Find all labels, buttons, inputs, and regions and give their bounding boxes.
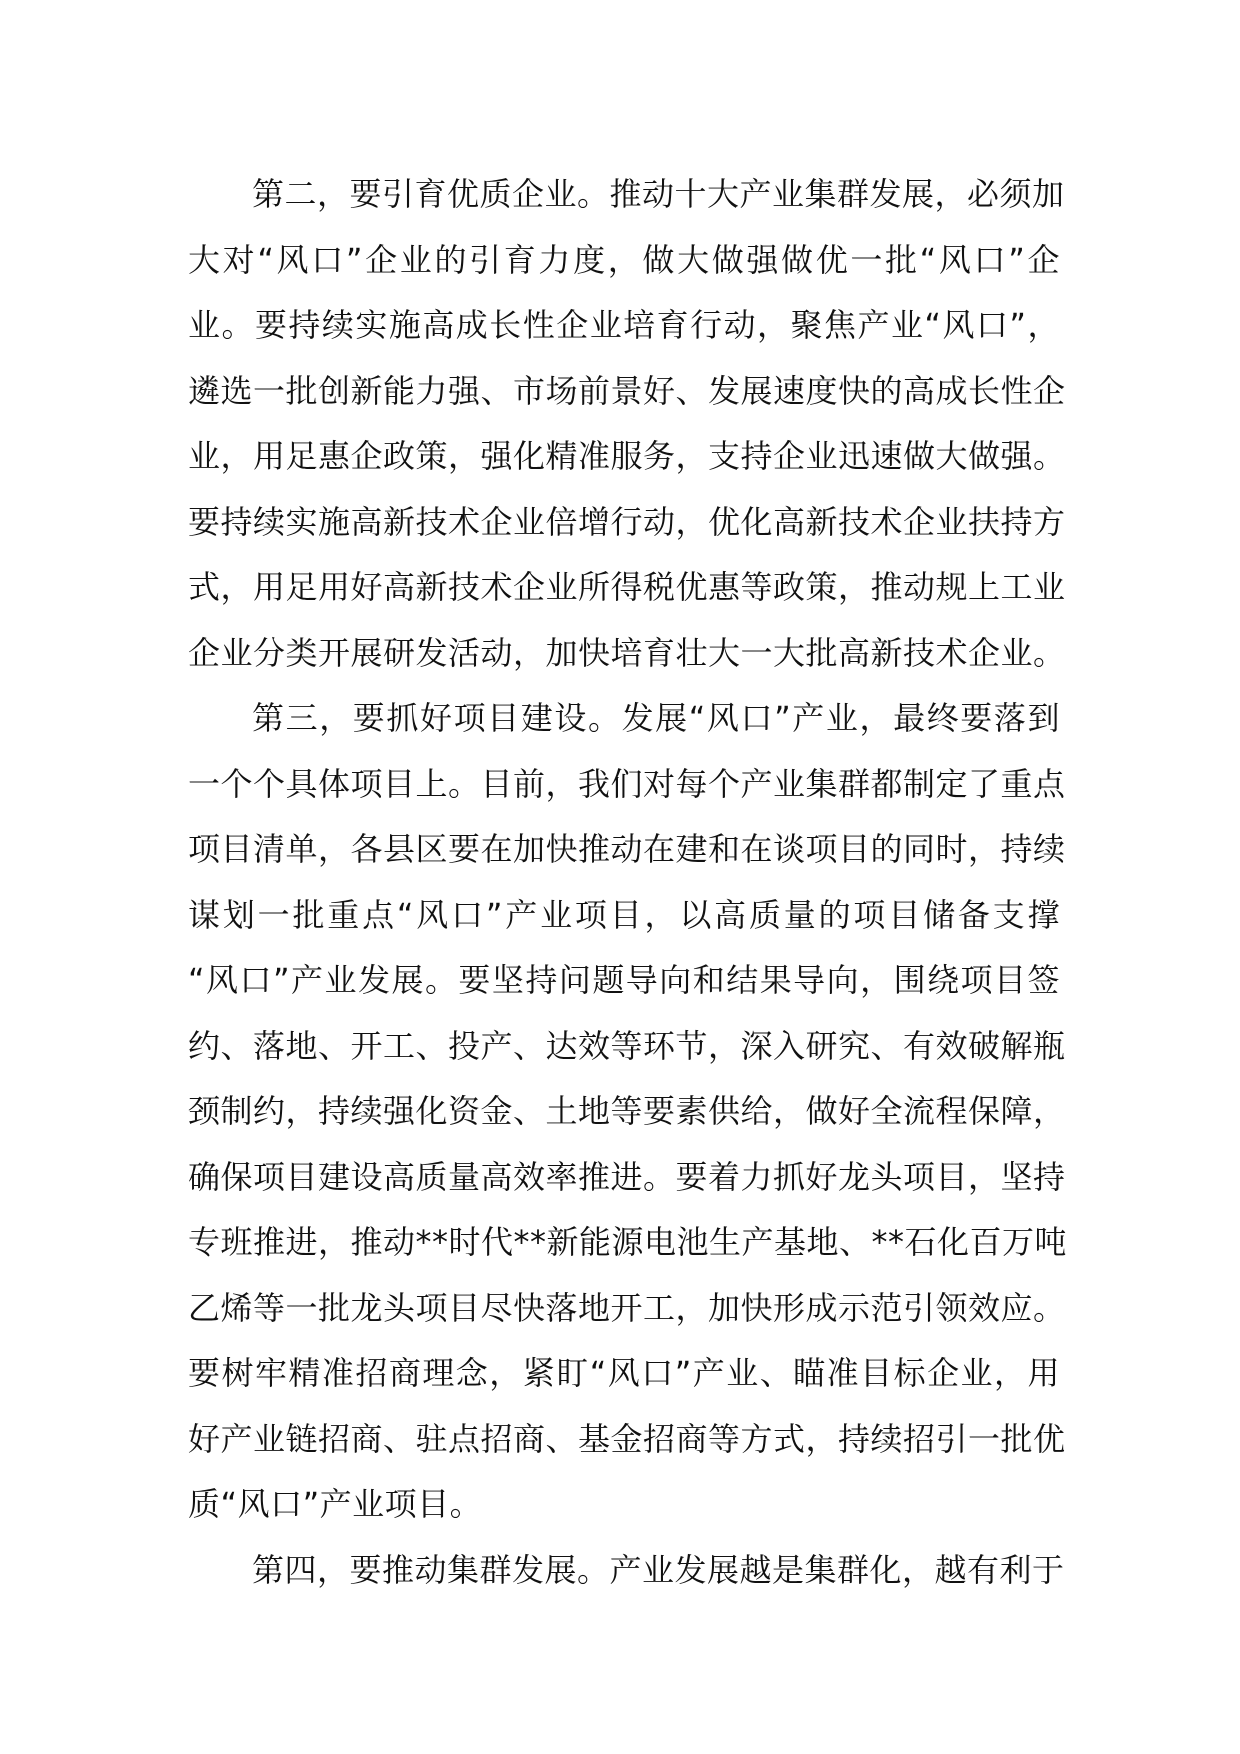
text-line: “风口”产业发展。要坚持问题导向和结果导向，围绕项目签: [188, 961, 1060, 999]
text-line: 业。要持续实施高成长性企业培育行动，聚焦产业“风口”，: [188, 306, 1060, 344]
text-line: 约、落地、开工、投产、达效等环节，深入研究、有效破解瓶: [188, 1026, 1066, 1065]
text-line: 遴选一批创新能力强、市场前景好、发展速度快的高成长性企: [188, 371, 1066, 410]
text-line: 颈制约，持续强化资金、土地等要素供给，做好全流程保障，: [188, 1092, 1066, 1130]
text-line: 第四，要推动集群发展。产业发展越是集群化，越有利于: [252, 1550, 1065, 1589]
text-line: 质“风口”产业项目。: [188, 1485, 483, 1523]
text-line: 谋划一批重点“风口”产业项目，以高质量的项目储备支撑: [188, 895, 1060, 934]
text-line: 企业分类开展研发活动，加快培育壮大一大批高新技术企业。: [188, 633, 1066, 672]
text-line: 第三，要抓好项目建设。发展“风口”产业，最终要落到: [252, 699, 1060, 737]
text-line: 一个个具体项目上。目前，我们对每个产业集群都制定了重点: [188, 764, 1066, 803]
text-line: 式，用足用好高新技术企业所得税优惠等政策，推动规上工业: [188, 568, 1066, 606]
text-line: 要树牢精准招商理念，紧盯“风口”产业、瞄准目标企业，用: [188, 1354, 1060, 1392]
text-line: 大对“风口”企业的引育力度，做大做强做优一批“风口”企: [188, 240, 1060, 279]
paragraph-4: [188, 1538, 1065, 1604]
paragraph-2: [188, 162, 1066, 686]
paragraph-3: [188, 686, 1068, 1538]
text-line: 业，用足惠企政策，强化精准服务，支持企业迅速做大做强。: [188, 437, 1066, 475]
text-line: 确保项目建设高质量高效率推进。要着力抓好龙头项目，坚持: [188, 1157, 1066, 1196]
document-body: [188, 162, 1068, 1603]
text-line: 乙烯等一批龙头项目尽快落地开工，加快形成示范引领效应。: [188, 1288, 1066, 1327]
text-line: 第二，要引育优质企业。推动十大产业集群发展，必须加: [252, 175, 1065, 213]
text-line: 好产业链招商、驻点招商、基金招商等方式，持续招引一批优: [188, 1419, 1066, 1458]
text-line: 专班推进，推动**时代**新能源电池生产基地、**石化百万吨: [188, 1223, 1068, 1261]
text-line: 要持续实施高新技术企业倍增行动，优化高新技术企业扶持方: [188, 502, 1066, 541]
text-line: 项目清单，各县区要在加快推动在建和在谈项目的同时，持续: [188, 830, 1066, 868]
